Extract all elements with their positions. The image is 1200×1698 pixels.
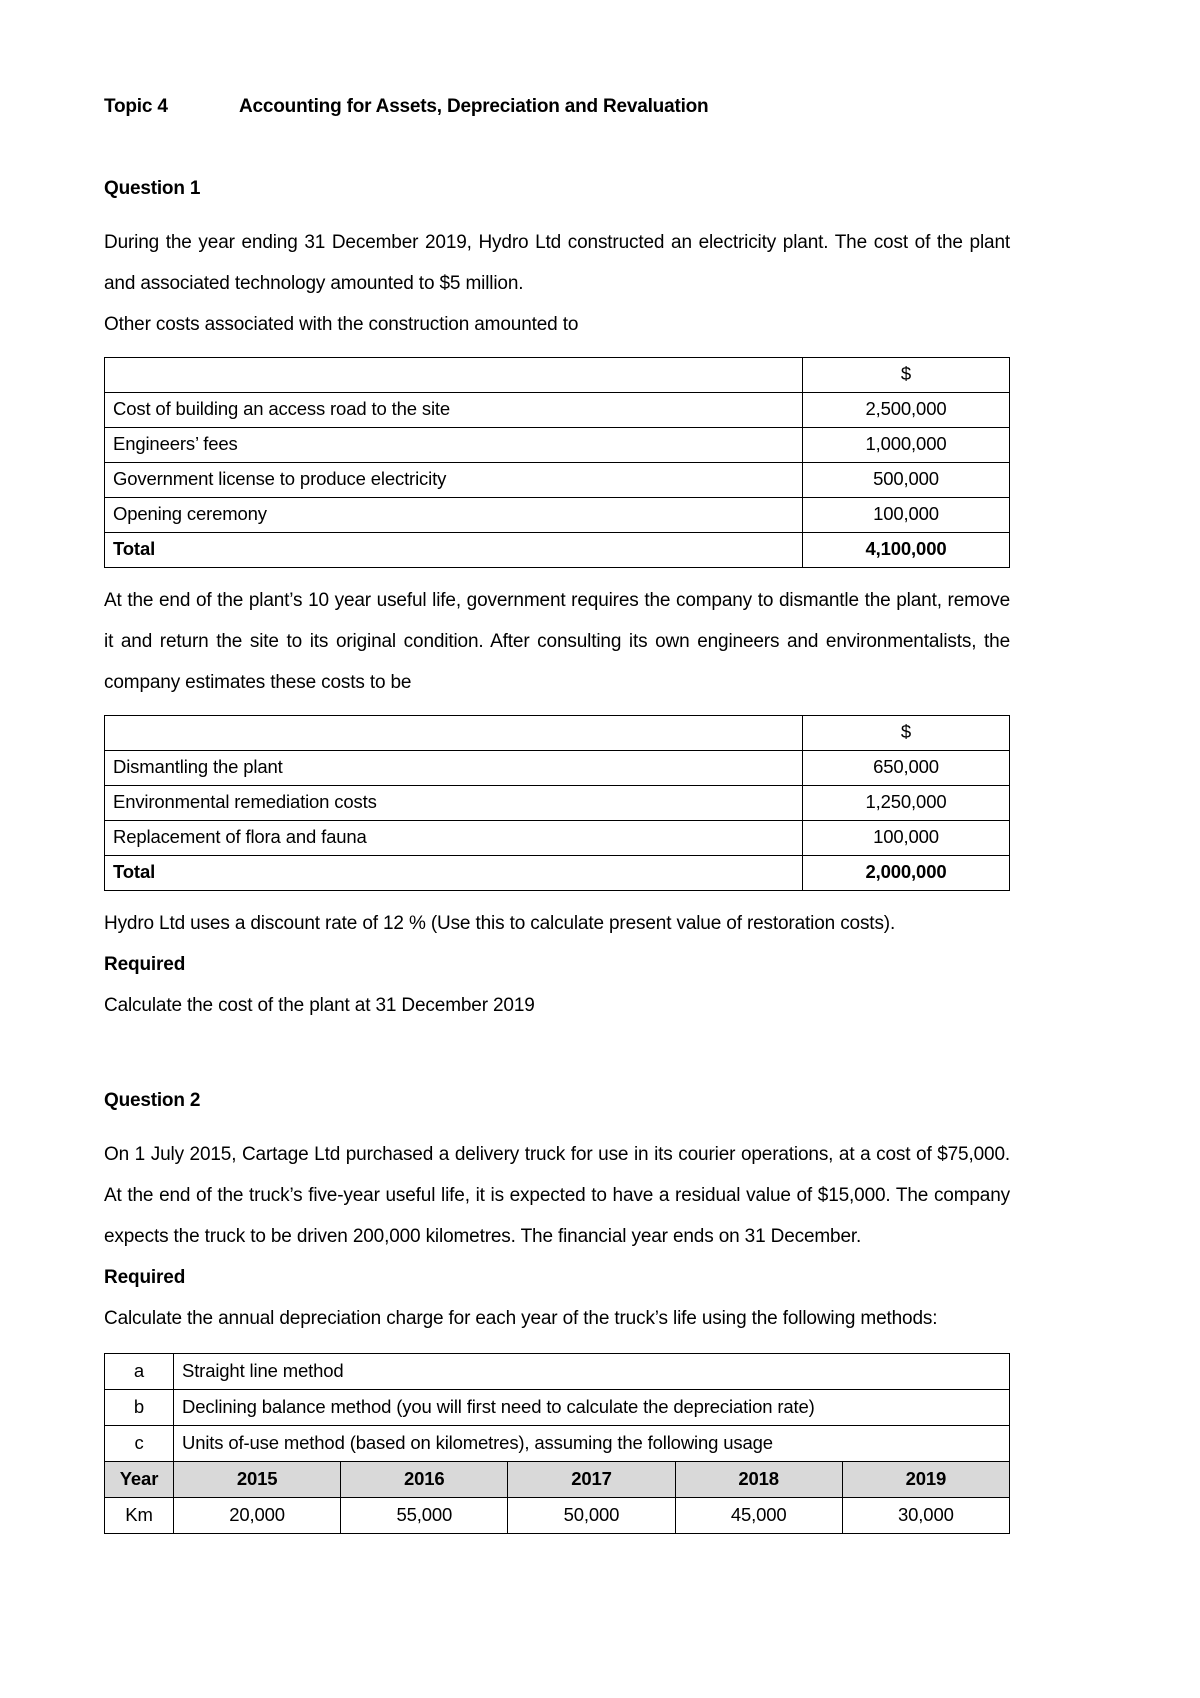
cost-item-amount: 100,000 (803, 498, 1010, 533)
table-row (105, 786, 1010, 821)
section-spacer (104, 1026, 1010, 1090)
question-1-required-text: Calculate the cost of the plant at 31 December 2019 (104, 995, 535, 1016)
question-1-paragraph-2: Other costs associated with the construction amounted to (104, 314, 579, 335)
restoration-item-amount: 100,000 (803, 821, 1010, 856)
km-cell: 45,000 (675, 1498, 842, 1534)
topic-label: Topic 4 (104, 96, 168, 117)
year-cell: 2018 (675, 1462, 842, 1498)
question-2-required-text: Calculate the annual depreciation charge for each year of the truck’s life using the following methods: (104, 1308, 938, 1329)
question-1-paragraph-3: At the end of the plant’s 10 year useful life, government requires the company to dismantle the plant, remove it and return the site to its original condition. After consulting its own engineers and environmentalists, the company estimates these costs to be (104, 590, 1010, 693)
method-description: Units of-use method (based on kilometres), assuming the following usage (174, 1426, 1010, 1462)
year-cell: 2017 (508, 1462, 675, 1498)
table-row (105, 1390, 1010, 1426)
table-row (105, 1426, 1010, 1462)
method-description: Straight line method (174, 1354, 1010, 1390)
year-cell: 2016 (341, 1462, 508, 1498)
restoration-item-label: Dismantling the plant (105, 751, 803, 786)
table-header-row (105, 716, 1010, 751)
year-cell: 2015 (174, 1462, 341, 1498)
cost-item-amount: 500,000 (803, 463, 1010, 498)
method-letter: c (105, 1426, 174, 1462)
km-cell: 55,000 (341, 1498, 508, 1534)
table-row (105, 393, 1010, 428)
document-title (104, 96, 1010, 118)
table-row (105, 821, 1010, 856)
total-label: Total (105, 856, 803, 891)
question-1-required-label: Required (104, 954, 186, 975)
question-2-required-label: Required (104, 1267, 186, 1288)
table-total-row (105, 856, 1010, 891)
cost-item-label: Government license to produce electricity (105, 463, 803, 498)
table-row (105, 428, 1010, 463)
method-description: Declining balance method (you will first need to calculate the depreciation rate) (174, 1390, 1010, 1426)
question-2-heading: Question 2 (104, 1090, 201, 1111)
total-label: Total (105, 533, 803, 568)
table-total-row (105, 533, 1010, 568)
method-letter: b (105, 1390, 174, 1426)
total-amount: 2,000,000 (803, 856, 1010, 891)
restoration-item-amount: 1,250,000 (803, 786, 1010, 821)
cost-item-amount: 2,500,000 (803, 393, 1010, 428)
construction-cost-table (104, 357, 1010, 568)
cost-item-label: Opening ceremony (105, 498, 803, 533)
topic-title: Accounting for Assets, Depreciation and Revaluation (239, 96, 709, 117)
question-1-paragraph-1: During the year ending 31 December 2019, Hydro Ltd constructed an electricity plant. The cost of the plant and associated technology amounted to $5 million. (104, 232, 1010, 294)
question-1-paragraph-4: Hydro Ltd uses a discount rate of 12 % (Use this to calculate present value of restoration costs). (104, 913, 896, 934)
table-row (105, 751, 1010, 786)
header-currency-cell: $ (803, 716, 1010, 751)
cost-item-amount: 1,000,000 (803, 428, 1010, 463)
depreciation-methods-table (104, 1353, 1010, 1534)
year-row-label: Year (105, 1462, 174, 1498)
header-description-cell (105, 716, 803, 751)
header-currency-cell: $ (803, 358, 1010, 393)
cost-item-label: Cost of building an access road to the site (105, 393, 803, 428)
question-2-paragraph-1: On 1 July 2015, Cartage Ltd purchased a delivery truck for use in its courier operations, at a cost of $75,000. At the end of the truck’s five-year useful life, it is expected to have a residual value of $15,000. The company expects the truck to be driven 200,000 kilometres. The financial year ends on 31 December. (104, 1144, 1010, 1247)
restoration-cost-table (104, 715, 1010, 891)
total-amount: 4,100,000 (803, 533, 1010, 568)
method-letter: a (105, 1354, 174, 1390)
header-description-cell (105, 358, 803, 393)
km-cell: 30,000 (842, 1498, 1009, 1534)
table-header-row (105, 358, 1010, 393)
year-cell: 2019 (842, 1462, 1009, 1498)
restoration-item-label: Environmental remediation costs (105, 786, 803, 821)
table-row (105, 1354, 1010, 1390)
table-row (105, 463, 1010, 498)
question-1-heading: Question 1 (104, 178, 201, 199)
km-cell: 50,000 (508, 1498, 675, 1534)
table-row (105, 498, 1010, 533)
usage-year-header-row (105, 1462, 1010, 1498)
usage-kilometres-row (105, 1498, 1010, 1534)
km-cell: 20,000 (174, 1498, 341, 1534)
restoration-item-amount: 650,000 (803, 751, 1010, 786)
cost-item-label: Engineers’ fees (105, 428, 803, 463)
restoration-item-label: Replacement of flora and fauna (105, 821, 803, 856)
km-row-label: Km (105, 1498, 174, 1534)
